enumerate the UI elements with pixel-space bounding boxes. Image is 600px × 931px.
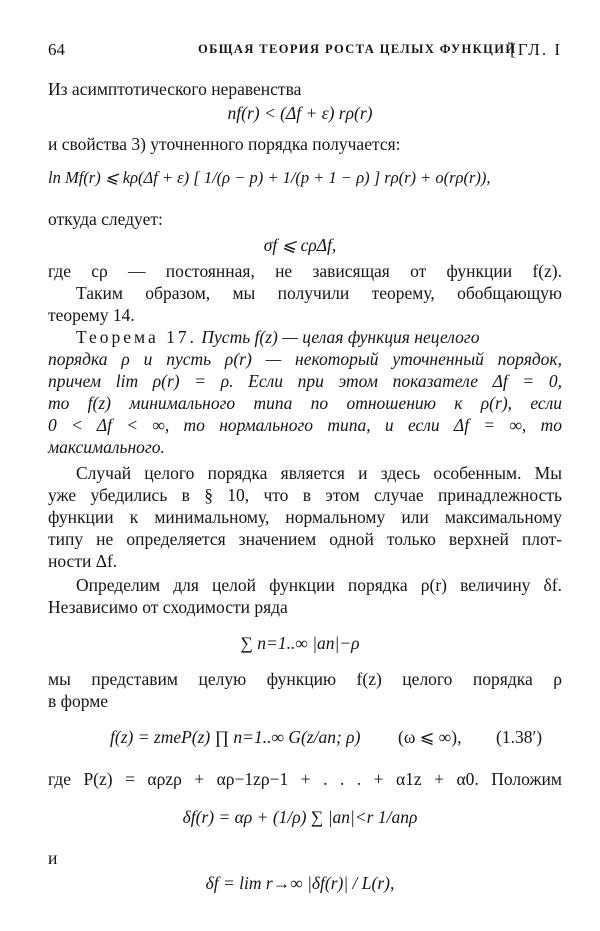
formula-condition: (ω ⩽ ∞), bbox=[398, 727, 462, 747]
theorem-text: Пусть f(z) — целая функция нецелого bbox=[201, 327, 480, 347]
formula-delta-limit: δf = lim r→∞ |δf(r)| / L(r), bbox=[205, 873, 395, 893]
formula-log-maximum-modulus: ln Mf(r) ⩽ kρ(Δf + ε) [ 1/(ρ − p) + 1/(p + 1 − ρ) ] rρ(r) + o(rρ(r)), bbox=[48, 168, 491, 187]
formula-delta-r: δf(r) = αρ + (1/ρ) ∑ |an|<r 1/anρ bbox=[182, 807, 418, 827]
formula-series: ∑ n=1..∞ |an|−ρ bbox=[240, 633, 360, 653]
page-header bbox=[48, 40, 562, 62]
text-line: уже убедились в § 10, что в этом случае принадлежность bbox=[48, 485, 562, 505]
text-line: типу не определяется значением одной только верхней плот- bbox=[48, 529, 562, 549]
chapter-label: [ГЛ. I bbox=[510, 40, 562, 59]
text-line: мы представим целую функцию f(z) целого порядка ρ bbox=[48, 669, 562, 689]
running-title: ОБЩАЯ ТЕОРИЯ РОСТА ЦЕЛЫХ ФУНКЦИЙ bbox=[198, 42, 517, 56]
text-line: Случай целого порядка является и здесь особенным. Мы bbox=[76, 463, 562, 483]
text-line: Таким образом, мы получили теорему, обобщающую bbox=[76, 283, 562, 303]
equation-number: (1.38′) bbox=[496, 727, 543, 747]
text-line: Определим для целой функции порядка ρ(r) величину δf. bbox=[76, 575, 562, 595]
text-line: в форме bbox=[48, 691, 109, 711]
formula-asymptotic-inequality: nf(r) < (Δf + ε) rρ(r) bbox=[227, 103, 373, 123]
theorem-text: причем lim ρ(r) = ρ. Если при этом показателе Δf = 0, bbox=[48, 371, 562, 391]
text-line: ности Δf. bbox=[48, 551, 118, 571]
text-line: где P(z) = αρzρ + αρ−1zρ−1 + . . . + α1z + α0. Положим bbox=[48, 769, 562, 789]
text-line: Независимо от сходимости ряда bbox=[48, 597, 288, 617]
theorem-text: порядка ρ и пусть ρ(r) — некоторый уточненный порядок, bbox=[48, 349, 562, 369]
formula-canonical-product: f(z) = zmeP(z) ∏ n=1..∞ G(z/an; ρ) bbox=[110, 727, 361, 747]
theorem-line bbox=[48, 326, 562, 348]
text-line: откуда следует: bbox=[48, 209, 163, 229]
formula-type-estimate: σf ⩽ cρΔf, bbox=[263, 235, 337, 255]
text-line: Из асимптотического неравенства bbox=[48, 79, 302, 99]
theorem-text: 0 < Δf < ∞, то нормального типа, и если Δf = ∞, то bbox=[48, 415, 562, 435]
theorem-text: максимального. bbox=[48, 437, 165, 457]
theorem-label: Теорема 17. bbox=[76, 327, 198, 347]
text-line: и свойства 3) уточненного порядка получается: bbox=[48, 134, 401, 154]
text-line: где cρ — постоянная, не зависящая от функции f(z). bbox=[48, 261, 562, 281]
text-line: и bbox=[48, 848, 58, 868]
page-number: 64 bbox=[48, 40, 65, 59]
text-line: теорему 14. bbox=[48, 305, 135, 325]
theorem-text: то f(z) минимального типа по отношению к ρ(r), если bbox=[48, 393, 562, 413]
text-line: функции к минимальному, нормальному или максимальному bbox=[48, 507, 562, 527]
